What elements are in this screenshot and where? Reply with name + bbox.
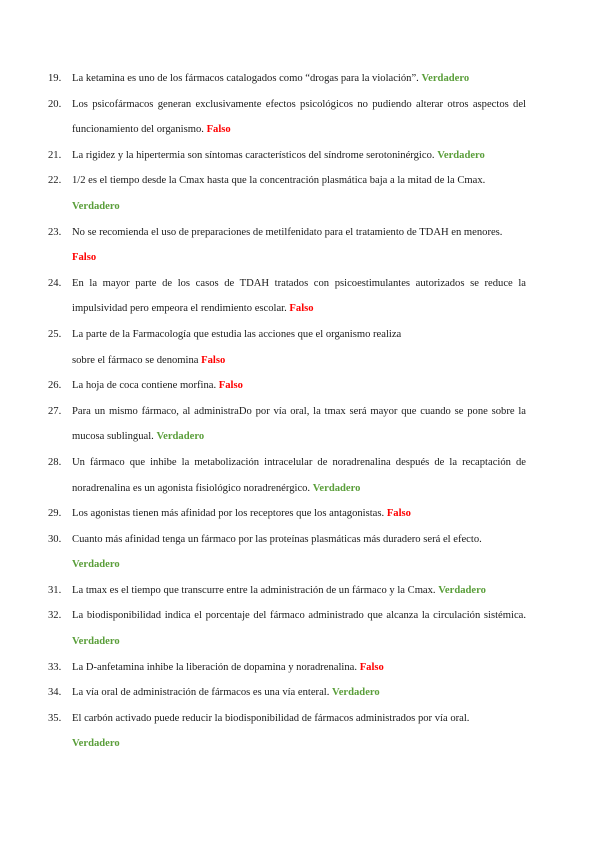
list-item	[48, 322, 526, 373]
item-text: La rigidez y la hipertermia son síntomas característicos del síndrome serotoninérgico.	[72, 149, 435, 161]
answer-label: Verdadero	[156, 431, 205, 443]
list-item	[48, 143, 526, 169]
answer-label: Falso	[72, 252, 97, 264]
list-item	[48, 399, 526, 450]
item-number: 25.	[48, 328, 62, 340]
answer-label: Verdadero	[332, 687, 380, 699]
answer-label: Verdadero	[312, 482, 361, 494]
answer-label: Verdadero	[72, 200, 120, 212]
item-text-continued: sobre el fármaco se denomina	[72, 354, 199, 366]
item-number: 35.	[48, 712, 62, 724]
item-text: La tmax es el tiempo que transcurre entre la administración de un fármaco y la Cmax.	[72, 584, 436, 596]
item-text: No se recomienda el uso de preparaciones de metilfenidato para el tratamiento de TDAH en menores.	[72, 226, 503, 238]
answer-label: Verdadero	[437, 149, 485, 161]
list-item	[48, 450, 526, 501]
answer-label: Falso	[359, 661, 384, 673]
item-number: 24.	[48, 277, 62, 289]
item-text: La ketamina es uno de los fármacos catalogados como “drogas para la violación”.	[72, 73, 419, 84]
item-text: Cuanto más afinidad tenga un fármaco por las proteínas plasmáticas más duradero será el efecto.	[72, 533, 482, 545]
item-text: Los psicofármacos generan exclusivamente efectos psicológicos no pudiendo alterar otros aspectos del funcionamiento del organismo.	[72, 98, 526, 136]
item-number: 27.	[48, 405, 62, 417]
item-number: 32.	[48, 610, 62, 622]
item-number: 29.	[48, 508, 62, 520]
list-item	[48, 578, 526, 604]
item-text: Un fármaco que inhibe la metabolización intracelular de noradrenalina después de la recaptación de noradrenalina es un agonista fisiológico noradrenérgico.	[72, 456, 526, 494]
answer-label: Falso	[201, 354, 226, 366]
answer-label: Verdadero	[72, 559, 120, 571]
item-text: En la mayor parte de los casos de TDAH tratados con psicoestimulantes autorizados se reduce la impulsividad pero empeora el rendimiento escolar.	[72, 277, 526, 315]
item-number: 30.	[48, 533, 62, 545]
answer-label: Verdadero	[72, 738, 120, 750]
answer-label: Falso	[206, 124, 231, 136]
answer-label: Verdadero	[421, 73, 470, 84]
answer-label: Verdadero	[438, 584, 486, 596]
item-text: La hoja de coca contiene morfina.	[72, 380, 217, 392]
list-item	[48, 220, 526, 271]
list-item	[48, 271, 526, 322]
list-item	[48, 603, 526, 654]
answer-label: Falso	[218, 380, 243, 392]
item-number: 22.	[48, 175, 62, 187]
item-text: Para un mismo fármaco, al administraDo por vía oral, la tmax será mayor que cuando se pone sobre la mucosa sublingual.	[72, 405, 526, 443]
answer-label: Falso	[289, 303, 314, 315]
list-item	[48, 373, 526, 399]
question-list	[48, 66, 526, 757]
answer-label: Falso	[386, 508, 411, 520]
item-number: 20.	[48, 98, 62, 110]
list-item	[48, 168, 526, 219]
list-item	[48, 92, 526, 143]
item-number: 34.	[48, 687, 62, 699]
list-item	[48, 66, 526, 92]
list-item	[48, 527, 526, 578]
item-text: La D-anfetamina inhibe la liberación de dopamina y noradrenalina.	[72, 661, 358, 673]
item-number: 33.	[48, 661, 62, 673]
answer-label: Verdadero	[72, 636, 120, 648]
item-text: La parte de la Farmacología que estudia las acciones que el organismo realiza	[72, 328, 402, 340]
item-text: La biodisponibilidad indica el porcentaje del fármaco administrado que alcanza la circulación sistémica.	[72, 610, 526, 622]
item-text: Los agonistas tienen más afinidad por los receptores que los antagonistas.	[72, 508, 385, 520]
list-item	[48, 501, 526, 527]
item-number: 31.	[48, 584, 62, 596]
item-number: 21.	[48, 149, 62, 161]
item-text: 1/2 es el tiempo desde la Cmax hasta que la concentración plasmática baja a la mitad de la Cmax.	[72, 175, 486, 187]
list-item	[48, 680, 526, 706]
list-item	[48, 655, 526, 681]
item-number: 19.	[48, 73, 62, 84]
item-text: El carbón activado puede reducir la biodisponibilidad de fármacos administrados por vía oral.	[72, 712, 470, 724]
item-number: 23.	[48, 226, 62, 238]
item-text: La vía oral de administración de fármacos es una vía enteral.	[72, 687, 330, 699]
item-number: 26.	[48, 380, 62, 392]
item-number: 28.	[48, 456, 62, 468]
list-item	[48, 706, 526, 757]
